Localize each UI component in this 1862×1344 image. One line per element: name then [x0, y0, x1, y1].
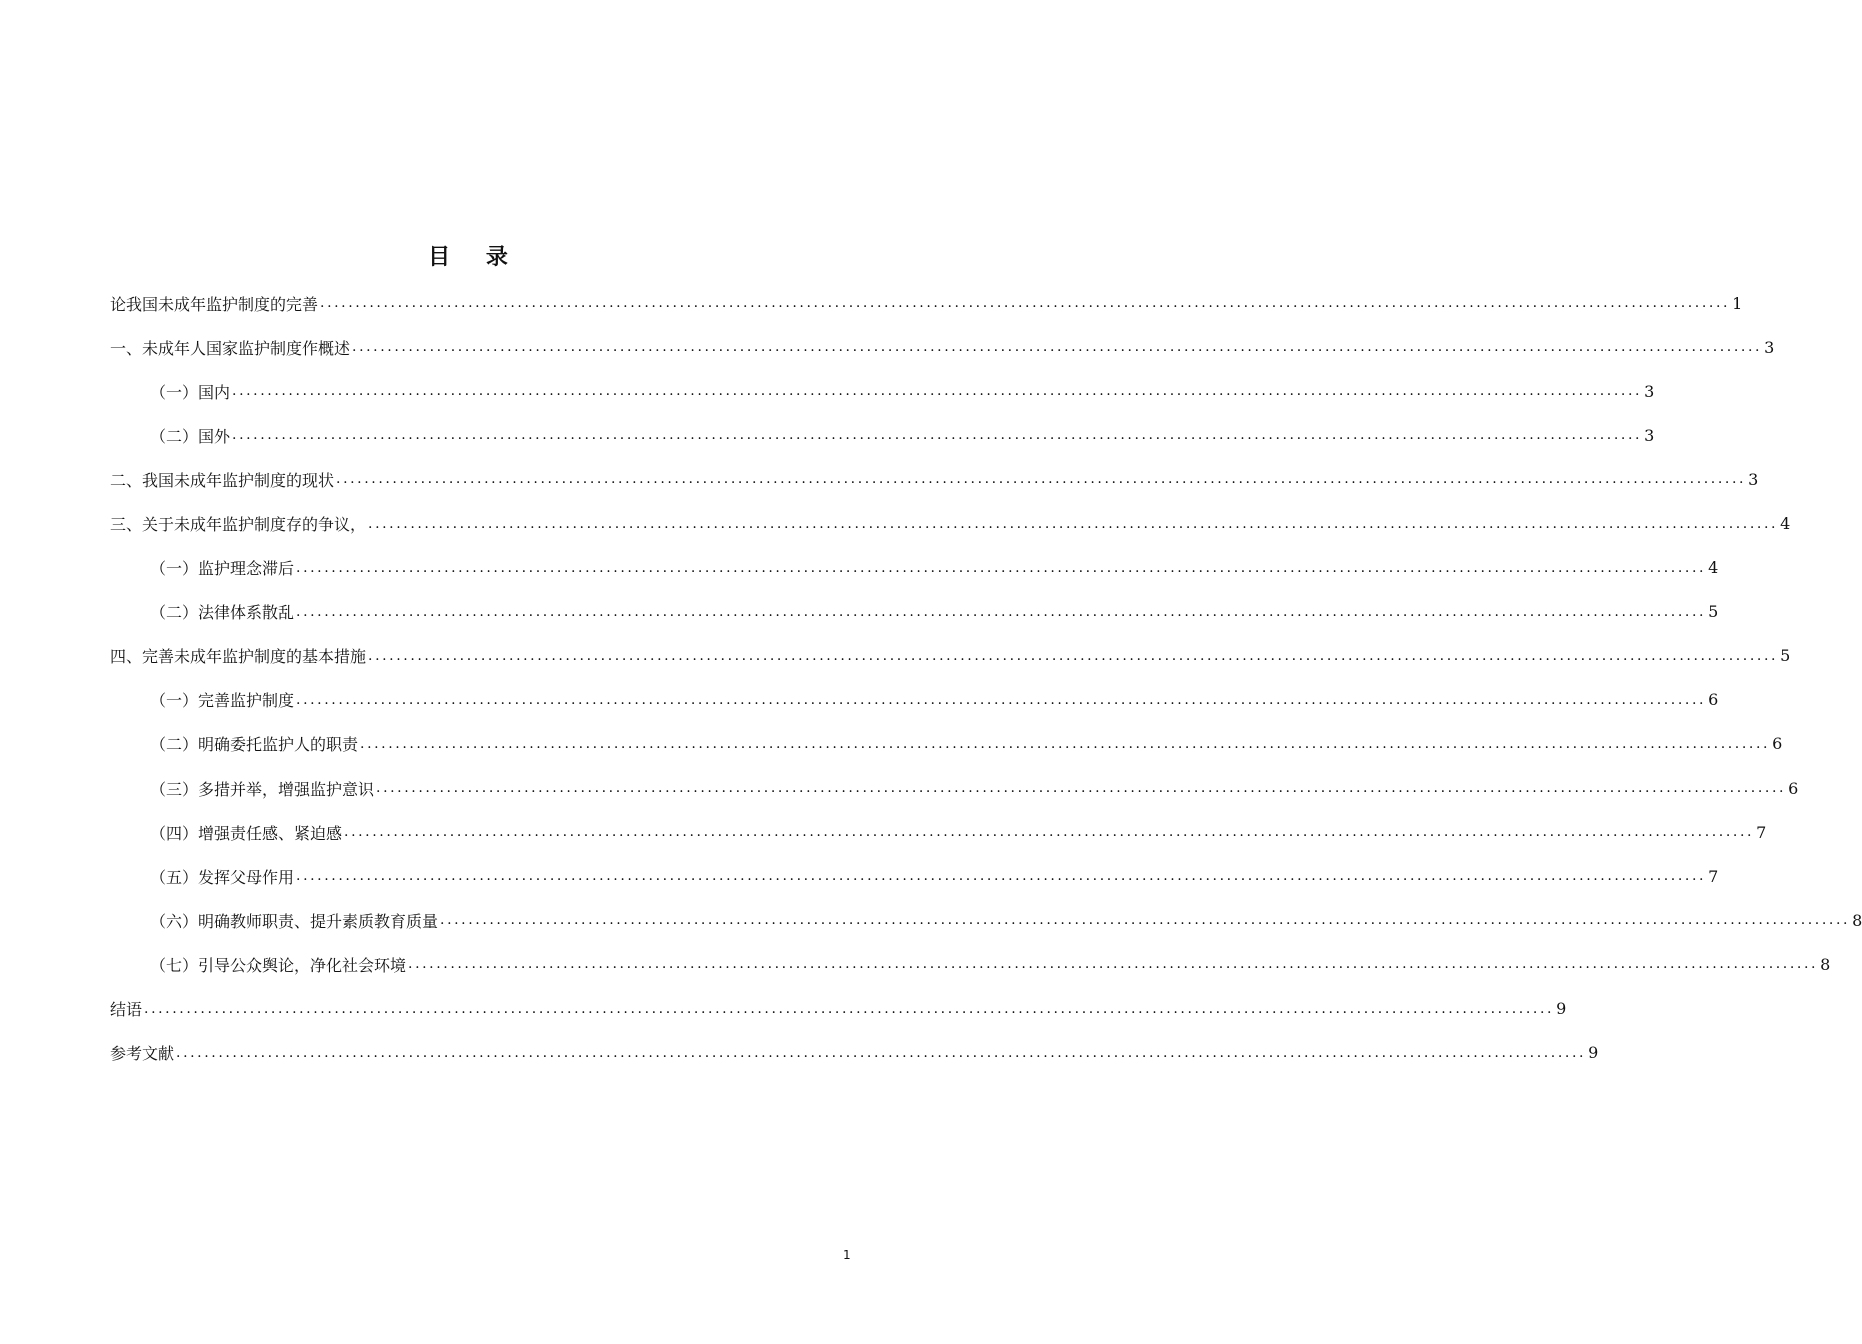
toc-entry-page: 4 [1708, 558, 1719, 578]
toc-entry-label: 三、关于未成年监护制度存的争议， [110, 515, 367, 535]
toc-entry-label: 四、完善未成年监护制度的基本措施 [110, 647, 367, 667]
toc-entry-label: 二、我国未成年监护制度的现状 [110, 470, 335, 490]
dot-leader: ........................................................................................................................................................................................................ [176, 1044, 1587, 1061]
dot-leader: ........................................................................................................................................................................................................ [440, 912, 1851, 929]
toc-entry-label: 参考文献 [110, 1044, 175, 1064]
toc-entry[interactable] [110, 942, 1831, 986]
toc-entry[interactable] [110, 898, 1862, 942]
page-number: 1 [843, 1248, 851, 1262]
toc-entry-label: （四）增强责任感、紧迫感 [150, 823, 343, 843]
dot-leader: ........................................................................................................................................................................................................ [296, 868, 1707, 885]
toc-entry-page: 6 [1788, 778, 1799, 798]
dot-leader: ........................................................................................................................................................................................................ [320, 295, 1731, 312]
toc-entry-label: （一）监护理念滞后 [150, 559, 295, 579]
toc-entry-label: （三）多措并举，增强监护意识 [150, 779, 375, 799]
toc-entry[interactable] [110, 810, 1767, 854]
toc-entry[interactable] [110, 546, 1719, 590]
toc-entry[interactable] [110, 987, 1567, 1031]
toc-entry-page: 5 [1780, 646, 1791, 666]
toc-entry[interactable] [110, 281, 1743, 325]
dot-leader: ........................................................................................................................................................................................................ [296, 559, 1707, 576]
toc-entry-label: （二）法律体系散乱 [150, 603, 295, 623]
toc-list [110, 281, 1862, 1075]
toc-entry-page: 3 [1748, 469, 1759, 489]
toc-entry[interactable] [110, 590, 1719, 634]
toc-entry-page: 5 [1708, 602, 1719, 622]
dot-leader: ........................................................................................................................................................................................................ [232, 383, 1643, 400]
toc-entry[interactable] [110, 678, 1719, 722]
toc-entry-label: 一、未成年人国家监护制度作概述 [110, 338, 351, 358]
toc-entry-page: 8 [1852, 910, 1862, 930]
toc-entry[interactable] [110, 413, 1655, 457]
toc-entry-page: 3 [1644, 381, 1655, 401]
toc-entry[interactable] [110, 854, 1719, 898]
toc-entry-page: 4 [1780, 514, 1791, 534]
toc-entry-page: 3 [1764, 337, 1775, 357]
toc-entry-label: （一）完善监护制度 [150, 691, 295, 711]
dot-leader: ........................................................................................................................................................................................................ [232, 427, 1643, 444]
toc-entry-label: （五）发挥父母作用 [150, 867, 295, 887]
toc-entry-label: （七）引导公众舆论，净化社会环境 [150, 955, 407, 975]
toc-title: 目 录 [428, 245, 522, 270]
toc-entry[interactable] [110, 634, 1791, 678]
toc-entry[interactable] [110, 369, 1655, 413]
toc-entry-page: 8 [1820, 954, 1831, 974]
toc-entry[interactable] [110, 325, 1775, 369]
dot-leader: ........................................................................................................................................................................................................ [296, 603, 1707, 620]
toc-entry[interactable] [110, 722, 1783, 766]
dot-leader: ........................................................................................................................................................................................................ [408, 956, 1819, 973]
toc-entry-label: 结语 [110, 1000, 143, 1020]
dot-leader: ........................................................................................................................................................................................................ [360, 735, 1771, 752]
toc-entry[interactable] [110, 457, 1759, 501]
toc-entry-label: （六）明确教师职责、提升素质教育质量 [150, 911, 439, 931]
toc-entry-label: （一）国内 [150, 382, 231, 402]
dot-leader: ........................................................................................................................................................................................................ [144, 1000, 1555, 1017]
toc-entry-page: 7 [1708, 866, 1719, 886]
toc-entry-page: 7 [1756, 822, 1767, 842]
toc-entry[interactable] [110, 1031, 1599, 1075]
toc-entry-label: （二）国外 [150, 426, 231, 446]
dot-leader: ........................................................................................................................................................................................................ [344, 824, 1755, 841]
toc-entry[interactable] [110, 501, 1791, 545]
toc-entry-label: 论我国未成年监护制度的完善 [110, 294, 319, 314]
toc-entry-page: 6 [1772, 734, 1783, 754]
dot-leader: ........................................................................................................................................................................................................ [296, 691, 1707, 708]
toc-entry[interactable] [110, 766, 1799, 810]
toc-entry-page: 3 [1644, 425, 1655, 445]
dot-leader: ........................................................................................................................................................................................................ [336, 471, 1747, 488]
toc-entry-page: 9 [1588, 1043, 1599, 1063]
dot-leader: ........................................................................................................................................................................................................ [352, 339, 1763, 356]
toc-entry-label: （二）明确委托监护人的职责 [150, 735, 359, 755]
dot-leader: ........................................................................................................................................................................................................ [368, 647, 1779, 664]
dot-leader: ........................................................................................................................................................................................................ [368, 515, 1779, 532]
dot-leader: ........................................................................................................................................................................................................ [376, 780, 1787, 797]
toc-entry-page: 6 [1708, 690, 1719, 710]
toc-entry-page: 1 [1732, 293, 1743, 313]
toc-entry-page: 9 [1556, 999, 1567, 1019]
